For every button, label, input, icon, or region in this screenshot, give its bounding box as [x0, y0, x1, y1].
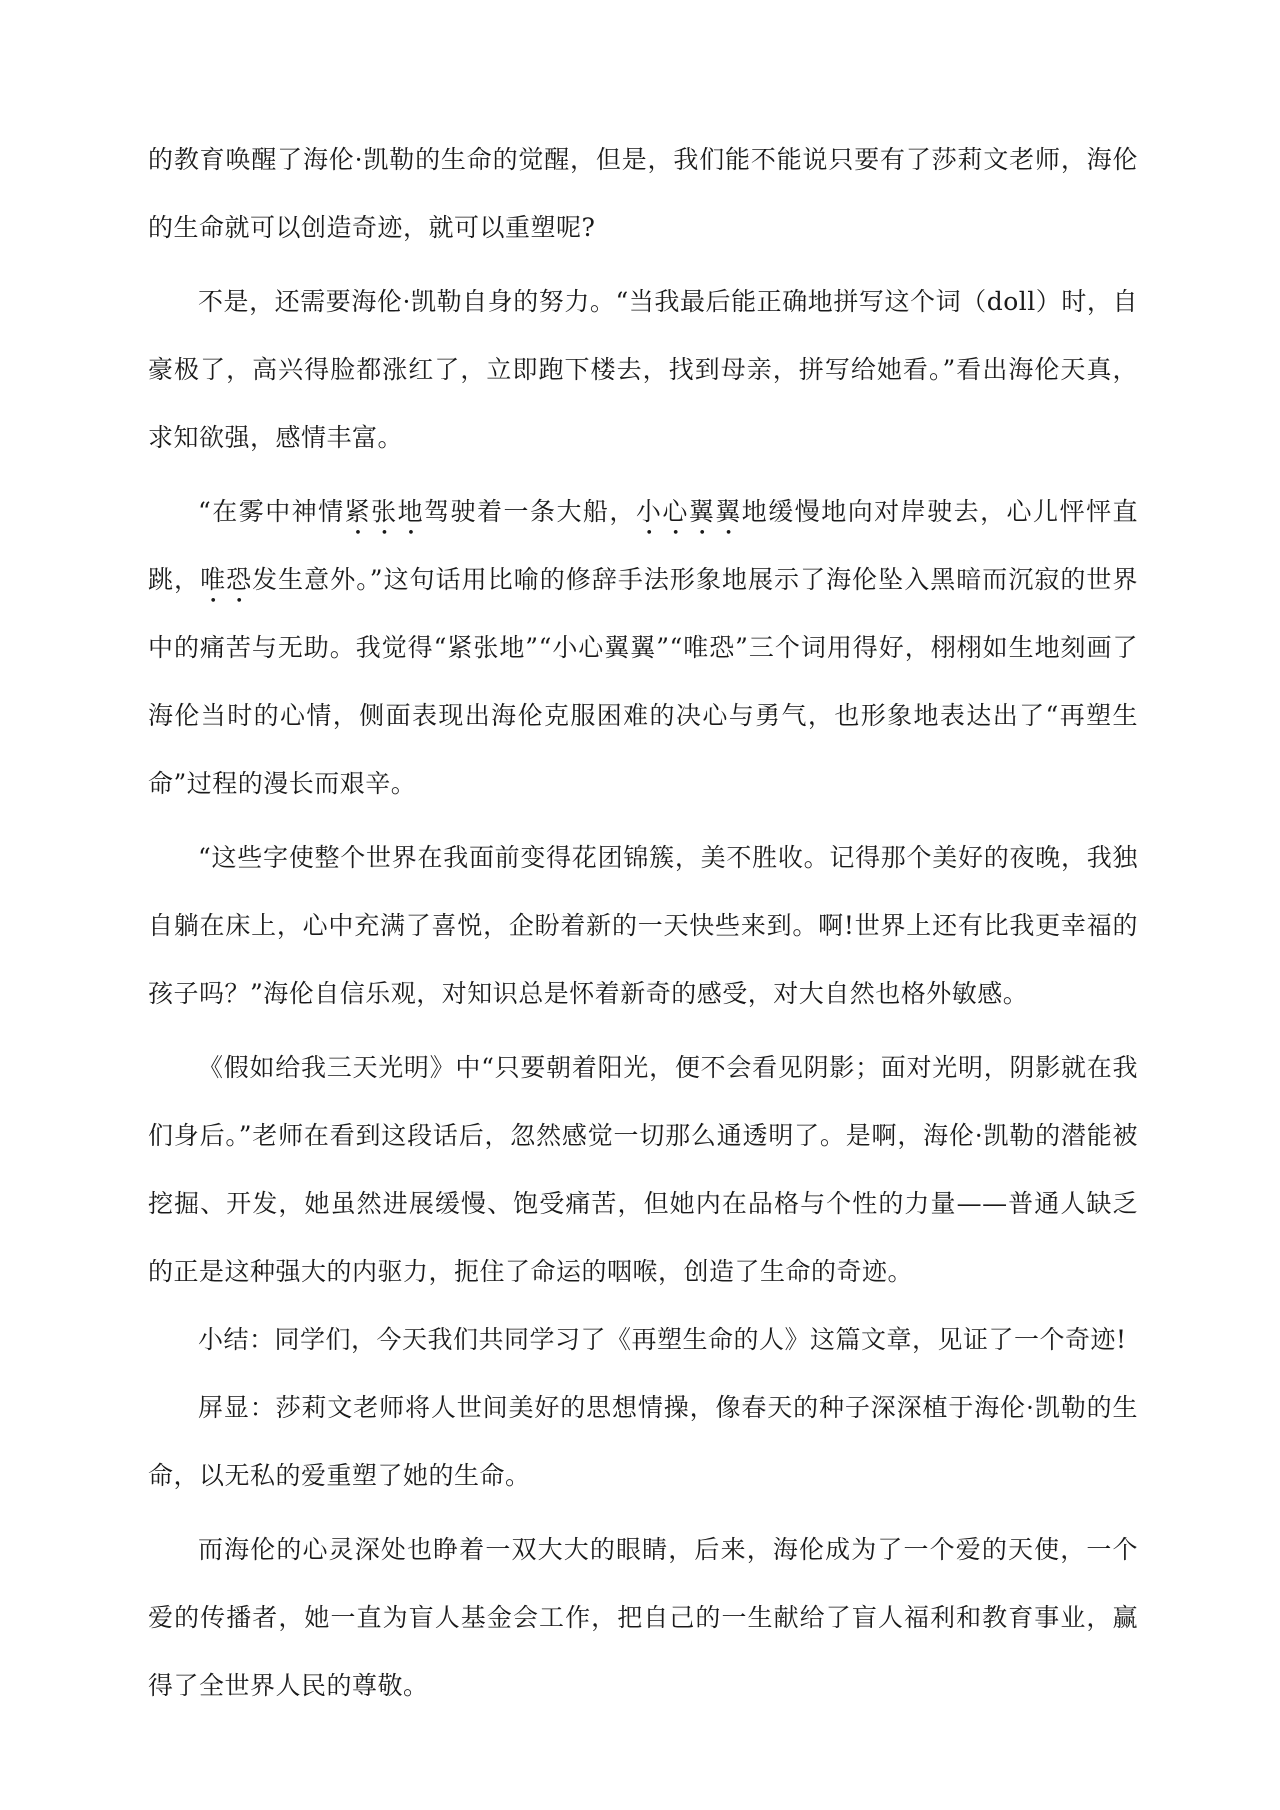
paragraph-3	[148, 478, 1138, 818]
paragraph-text: 屏显：莎莉文老师将人世间美好的思想情操，像春天的种子深深植于海伦·凯勒的生命，以无私的爱重塑了她的生命。	[148, 1393, 1138, 1490]
paragraph-text: 《假如给我三天光明》中“只要朝着阳光，便不会看见阴影；面对光明，阴影就在我们身后。”老师在看到这段话后，忽然感觉一切那么通透明了。是啊，海伦·凯勒的潜能被挖掘、开发，她虽然进展缓慢、饱受痛苦，但她内在品格与个性的力量——普通人缺乏的正是这种强大的内驱力，扼住了命运的咽喉，创造了生命的奇迹。	[148, 1053, 1138, 1286]
paragraph-5	[148, 1034, 1138, 1306]
paragraph-summary	[148, 1306, 1138, 1374]
paragraph-1	[148, 126, 1138, 262]
paragraph-text: “这些字使整个世界在我面前变得花团锦簇，美不胜收。记得那个美好的夜晚，我独自躺在床上，心中充满了喜悦，企盼着新的一天快些来到。啊!世界上还有比我更幸福的孩子吗？”海伦自信乐观，对知识总是怀着新奇的感受，对大自然也格外敏感。	[148, 843, 1138, 1008]
paragraph-text: “在雾中神情	[198, 497, 345, 526]
emphasis-dotted-word: 小心翼翼	[635, 497, 742, 526]
paragraph-text: 小结：同学们，今天我们共同学习了《再塑生命的人》这篇文章，见证了一个奇迹!	[198, 1325, 1127, 1354]
paragraph-text: 的教育唤醒了海伦·凯勒的生命的觉醒，但是，我们能不能说只要有了莎莉文老师，海伦的生命就可以创造奇迹，就可以重塑呢?	[148, 145, 1138, 242]
document-body	[148, 126, 1138, 1720]
paragraph-text: 地缓慢地向对岸驶去，心儿怦怦直跳，	[148, 497, 1138, 594]
paragraph-4	[148, 824, 1138, 1028]
paragraph-2	[148, 268, 1138, 472]
paragraph-text: 不是，还需要海伦·凯勒自身的努力。“当我最后能正确地拼写这个词（doll）时，自豪极了，高兴得脸都涨红了，立即跑下楼去，找到母亲，拼写给她看。”看出海伦天真，求知欲强，感情丰富。	[148, 287, 1138, 452]
emphasis-dotted-word: 紧张地	[344, 497, 425, 526]
paragraph-8	[148, 1516, 1138, 1720]
emphasis-dotted-word: 唯恐	[200, 565, 253, 594]
paragraph-screen-display	[148, 1374, 1138, 1510]
paragraph-text: 驾驶着一条大船，	[424, 497, 636, 526]
paragraph-text: 发生意外。”这句话用比喻的修辞手法形象地展示了海伦坠入黑暗而沉寂的世界中的痛苦与无助。我觉得“紧张地”“小心翼翼”“唯恐”三个词用得好，栩栩如生地刻画了海伦当时的心情，侧面表现出海伦克服困难的决心与勇气，也形象地表达出了“再塑生命”过程的漫长而艰辛。	[148, 565, 1138, 798]
paragraph-text: 而海伦的心灵深处也睁着一双大大的眼睛，后来，海伦成为了一个爱的天使，一个爱的传播者，她一直为盲人基金会工作，把自己的一生献给了盲人福利和教育事业，赢得了全世界人民的尊敬。	[148, 1535, 1138, 1700]
